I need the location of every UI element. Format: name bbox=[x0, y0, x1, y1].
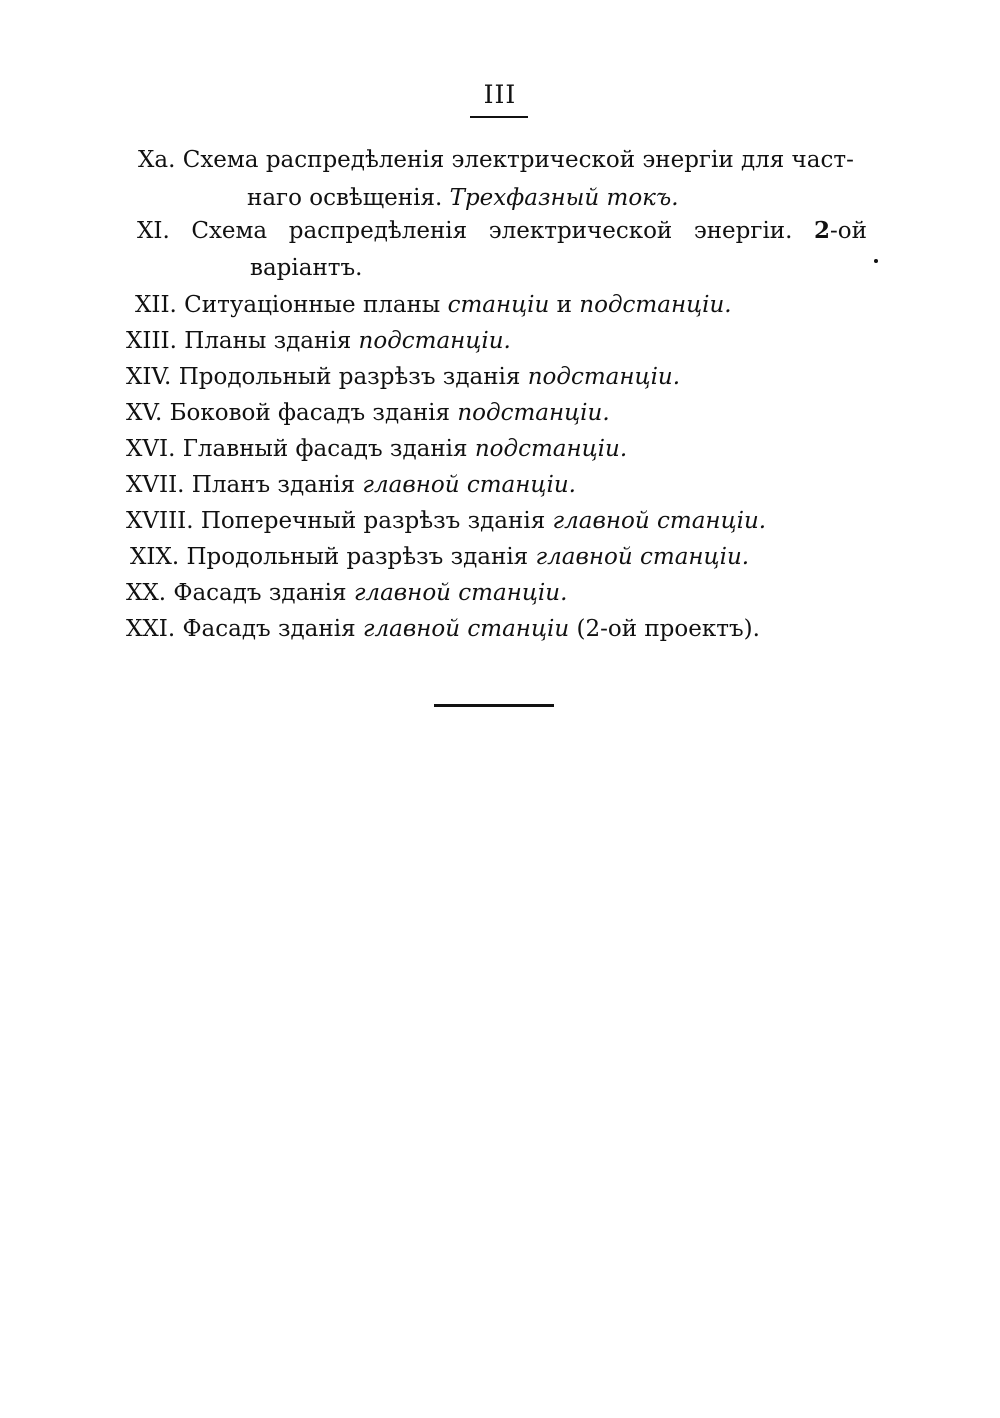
item-number: Xa. bbox=[138, 147, 176, 173]
list-item-xii bbox=[135, 287, 732, 323]
item-text: Боковой фасадъ зданія bbox=[169, 400, 458, 426]
item-italic-text: главной станціи. bbox=[535, 544, 750, 570]
item-word: Схема bbox=[191, 218, 268, 244]
item-text: Фасадъ зданія bbox=[173, 580, 354, 606]
list-item-xiv bbox=[126, 359, 680, 395]
item-text: Продольный разрѣзъ зданія bbox=[178, 364, 528, 390]
item-bold-number: 2 bbox=[814, 217, 831, 244]
item-italic-text: главной станціи. bbox=[353, 580, 568, 606]
item-suffix: -ой bbox=[830, 218, 867, 244]
item-italic-text: подстанціи. bbox=[358, 328, 511, 354]
item-word: электрической bbox=[488, 218, 673, 244]
item-text: и bbox=[549, 292, 580, 318]
item-text: наго освѣщенія. bbox=[247, 185, 450, 211]
item-number: XVII. bbox=[126, 472, 185, 498]
list-item-xvii bbox=[126, 467, 576, 503]
list-item-xxi bbox=[126, 611, 760, 647]
item-number: XII. bbox=[135, 292, 177, 318]
item-number: XI. bbox=[137, 218, 170, 244]
item-word bbox=[814, 213, 867, 249]
item-number: XXI. bbox=[126, 616, 176, 642]
item-number: XX. bbox=[126, 580, 167, 606]
list-item-xv bbox=[126, 395, 610, 431]
item-number: XVIII. bbox=[126, 508, 194, 534]
item-text: Главный фасадъ зданія bbox=[182, 436, 475, 462]
item-italic-text: главной станціи. bbox=[362, 472, 576, 498]
list-item-xx bbox=[126, 575, 567, 611]
item-word: энергіи. bbox=[693, 218, 793, 244]
item-text: (2-ой проектъ). bbox=[569, 616, 760, 642]
print-speck bbox=[874, 259, 878, 263]
item-number: XIX. bbox=[130, 544, 180, 570]
end-divider bbox=[434, 704, 554, 707]
item-text: Ситуаціонные планы bbox=[184, 292, 448, 318]
page-number: III bbox=[483, 80, 517, 109]
list-item-xi bbox=[137, 213, 867, 249]
item-number: XV. bbox=[126, 400, 163, 426]
list-item-xiii bbox=[126, 323, 511, 359]
page-number-underline bbox=[470, 116, 528, 118]
list-item-xi-continuation bbox=[250, 250, 362, 286]
item-text: Планы зданія bbox=[184, 328, 359, 354]
list-item-xa-continuation bbox=[247, 180, 679, 216]
item-number: XVI. bbox=[126, 436, 176, 462]
list-item-xvi bbox=[126, 431, 627, 467]
item-italic-text: станціи bbox=[447, 292, 550, 318]
item-number: XIII. bbox=[126, 328, 177, 354]
item-number: XIV. bbox=[126, 364, 172, 390]
item-text: Планъ зданія bbox=[191, 472, 363, 498]
item-italic-text: подстанціи. bbox=[474, 436, 628, 462]
list-item-xix bbox=[130, 539, 749, 575]
item-italic-text: подстанціи. bbox=[527, 364, 681, 390]
item-word: распредѣленія bbox=[288, 218, 468, 244]
item-italic-text: Трехфазный токъ. bbox=[449, 185, 679, 211]
item-italic-text: подстанціи. bbox=[579, 292, 732, 318]
item-text: Фасадъ зданія bbox=[182, 616, 363, 642]
list-item-xviii bbox=[126, 503, 766, 539]
item-italic-text: подстанціи. bbox=[457, 400, 610, 426]
item-italic-text: главной станціи bbox=[362, 616, 570, 642]
list-item-xa bbox=[138, 142, 854, 178]
item-text: Поперечный разрѣзъ зданія bbox=[200, 508, 553, 534]
item-text: Продольный разрѣзъ зданія bbox=[186, 544, 536, 570]
item-italic-text: главной станціи. bbox=[552, 508, 767, 534]
item-text: Схема распредѣленія электрической энергіи для част- bbox=[182, 147, 854, 173]
item-text: варіантъ. bbox=[250, 255, 363, 281]
